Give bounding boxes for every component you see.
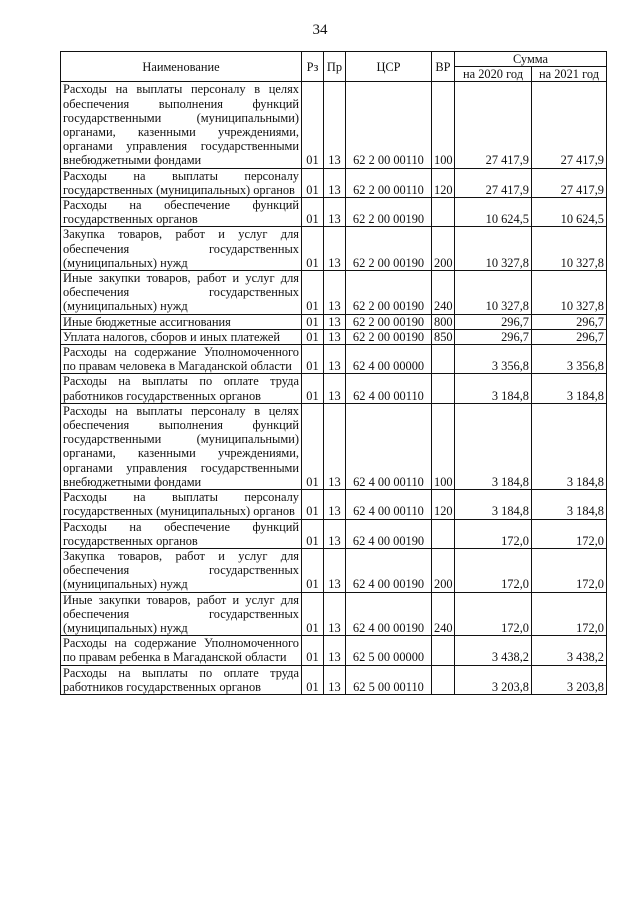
row-amount-2020: 3 184,8 [455, 374, 532, 403]
row-name: Расходы на содержание Уполномоченного по правам ребенка в Магаданской области [61, 636, 302, 665]
row-pr: 13 [324, 592, 346, 636]
row-csr: 62 2 00 00190 [346, 271, 432, 315]
row-amount-2021: 296,7 [532, 314, 607, 329]
row-vr: 200 [432, 227, 455, 271]
row-pr: 13 [324, 665, 346, 694]
row-rz: 01 [302, 82, 324, 168]
header-amount: Сумма [455, 52, 607, 67]
table-row [61, 403, 607, 489]
row-name: Расходы на выплаты персоналу государственных (муниципальных) органов [61, 168, 302, 197]
budget-table [60, 51, 607, 695]
row-name: Расходы на содержание Уполномоченного по правам человека в Магаданской области [61, 345, 302, 374]
row-pr: 13 [324, 314, 346, 329]
row-vr: 240 [432, 592, 455, 636]
row-name: Иные закупки товаров, работ и услуг для обеспечения государственных (муниципальных) нужд [61, 592, 302, 636]
row-pr: 13 [324, 82, 346, 168]
row-name: Закупка товаров, работ и услуг для обеспечения государственных (муниципальных) нужд [61, 548, 302, 592]
row-pr: 13 [324, 227, 346, 271]
row-amount-2021: 3 356,8 [532, 345, 607, 374]
row-rz: 01 [302, 198, 324, 227]
row-amount-2020: 172,0 [455, 548, 532, 592]
row-amount-2020: 27 417,9 [455, 82, 532, 168]
row-vr: 200 [432, 548, 455, 592]
row-name: Закупка товаров, работ и услуг для обеспечения государственных (муниципальных) нужд [61, 227, 302, 271]
row-csr: 62 4 00 00000 [346, 345, 432, 374]
table-row [61, 198, 607, 227]
row-name: Расходы на выплаты персоналу в целях обеспечения выполнения функций государственными (муниципальными) органами, казенными учреждениями, органами управления государственными внебюджетными фондами [61, 82, 302, 168]
row-vr [432, 374, 455, 403]
row-name: Расходы на выплаты по оплате труда работников государственных органов [61, 374, 302, 403]
row-vr: 100 [432, 82, 455, 168]
row-amount-2021: 3 184,8 [532, 403, 607, 489]
row-name: Уплата налогов, сборов и иных платежей [61, 329, 302, 344]
row-rz: 01 [302, 403, 324, 489]
header-vr: ВР [432, 52, 455, 82]
table-row [61, 592, 607, 636]
row-csr: 62 5 00 00000 [346, 636, 432, 665]
row-rz: 01 [302, 636, 324, 665]
row-amount-2021: 27 417,9 [532, 82, 607, 168]
row-amount-2021: 296,7 [532, 329, 607, 344]
table-row [61, 168, 607, 197]
row-vr: 240 [432, 271, 455, 315]
row-amount-2020: 10 624,5 [455, 198, 532, 227]
row-name: Расходы на выплаты персоналу государственных (муниципальных) органов [61, 490, 302, 519]
row-amount-2021: 3 438,2 [532, 636, 607, 665]
header-year-2021: на 2021 год [532, 67, 607, 82]
row-amount-2020: 296,7 [455, 329, 532, 344]
row-amount-2021: 3 203,8 [532, 665, 607, 694]
page-number: 34 [312, 22, 328, 38]
row-pr: 13 [324, 519, 346, 548]
row-amount-2021: 172,0 [532, 592, 607, 636]
row-vr: 120 [432, 490, 455, 519]
row-rz: 01 [302, 227, 324, 271]
row-amount-2020: 3 203,8 [455, 665, 532, 694]
row-rz: 01 [302, 519, 324, 548]
row-pr: 13 [324, 403, 346, 489]
row-rz: 01 [302, 314, 324, 329]
row-amount-2021: 10 327,8 [532, 227, 607, 271]
row-csr: 62 4 00 00190 [346, 592, 432, 636]
row-vr [432, 198, 455, 227]
row-amount-2021: 27 417,9 [532, 168, 607, 197]
row-amount-2020: 172,0 [455, 519, 532, 548]
row-amount-2021: 10 327,8 [532, 271, 607, 315]
row-amount-2021: 172,0 [532, 519, 607, 548]
row-vr: 800 [432, 314, 455, 329]
table-row [61, 490, 607, 519]
header-rz: Рз [302, 52, 324, 82]
row-amount-2021: 3 184,8 [532, 374, 607, 403]
row-amount-2021: 172,0 [532, 548, 607, 592]
row-vr: 100 [432, 403, 455, 489]
row-vr: 850 [432, 329, 455, 344]
row-amount-2020: 3 438,2 [455, 636, 532, 665]
table-row [61, 227, 607, 271]
row-pr: 13 [324, 271, 346, 315]
row-csr: 62 4 00 00110 [346, 403, 432, 489]
header-name: Наименование [61, 52, 302, 82]
row-amount-2020: 3 356,8 [455, 345, 532, 374]
row-amount-2020: 296,7 [455, 314, 532, 329]
table-row [61, 271, 607, 315]
row-csr: 62 2 00 00190 [346, 314, 432, 329]
row-rz: 01 [302, 271, 324, 315]
row-csr: 62 2 00 00110 [346, 82, 432, 168]
row-csr: 62 4 00 00110 [346, 374, 432, 403]
table-body [61, 82, 607, 695]
row-csr: 62 2 00 00110 [346, 168, 432, 197]
row-vr [432, 636, 455, 665]
row-amount-2020: 3 184,8 [455, 403, 532, 489]
row-csr: 62 5 00 00110 [346, 665, 432, 694]
row-csr: 62 2 00 00190 [346, 329, 432, 344]
row-csr: 62 4 00 00190 [346, 519, 432, 548]
row-name: Расходы на обеспечение функций государственных органов [61, 198, 302, 227]
row-pr: 13 [324, 198, 346, 227]
header-csr: ЦСР [346, 52, 432, 82]
row-rz: 01 [302, 329, 324, 344]
table-row [61, 374, 607, 403]
table-row [61, 329, 607, 344]
row-name: Расходы на выплаты по оплате труда работников государственных органов [61, 665, 302, 694]
header-pr: Пр [324, 52, 346, 82]
row-csr: 62 4 00 00190 [346, 548, 432, 592]
header-year-2020: на 2020 год [455, 67, 532, 82]
row-rz: 01 [302, 490, 324, 519]
row-pr: 13 [324, 374, 346, 403]
table-row [61, 665, 607, 694]
row-csr: 62 4 00 00110 [346, 490, 432, 519]
row-amount-2020: 27 417,9 [455, 168, 532, 197]
row-rz: 01 [302, 374, 324, 403]
row-pr: 13 [324, 345, 346, 374]
table-row [61, 636, 607, 665]
row-pr: 13 [324, 168, 346, 197]
row-name: Расходы на выплаты персоналу в целях обеспечения выполнения функций государственными (муниципальными) органами, казенными учреждениями, органами управления государственными внебюджетными фондами [61, 403, 302, 489]
row-amount-2021: 3 184,8 [532, 490, 607, 519]
table-row [61, 548, 607, 592]
row-amount-2020: 10 327,8 [455, 271, 532, 315]
row-name: Иные бюджетные ассигнования [61, 314, 302, 329]
row-csr: 62 2 00 00190 [346, 198, 432, 227]
row-name: Расходы на обеспечение функций государственных органов [61, 519, 302, 548]
row-vr [432, 665, 455, 694]
row-pr: 13 [324, 636, 346, 665]
table-row [61, 314, 607, 329]
row-rz: 01 [302, 168, 324, 197]
row-csr: 62 2 00 00190 [346, 227, 432, 271]
table-row [61, 519, 607, 548]
row-amount-2020: 3 184,8 [455, 490, 532, 519]
row-rz: 01 [302, 592, 324, 636]
row-rz: 01 [302, 345, 324, 374]
row-vr: 120 [432, 168, 455, 197]
row-amount-2020: 172,0 [455, 592, 532, 636]
row-pr: 13 [324, 490, 346, 519]
row-amount-2020: 10 327,8 [455, 227, 532, 271]
table-row [61, 82, 607, 168]
row-rz: 01 [302, 548, 324, 592]
row-pr: 13 [324, 329, 346, 344]
row-vr [432, 345, 455, 374]
table-row [61, 345, 607, 374]
row-rz: 01 [302, 665, 324, 694]
row-name: Иные закупки товаров, работ и услуг для обеспечения государственных (муниципальных) нужд [61, 271, 302, 315]
row-amount-2021: 10 624,5 [532, 198, 607, 227]
row-vr [432, 519, 455, 548]
row-pr: 13 [324, 548, 346, 592]
